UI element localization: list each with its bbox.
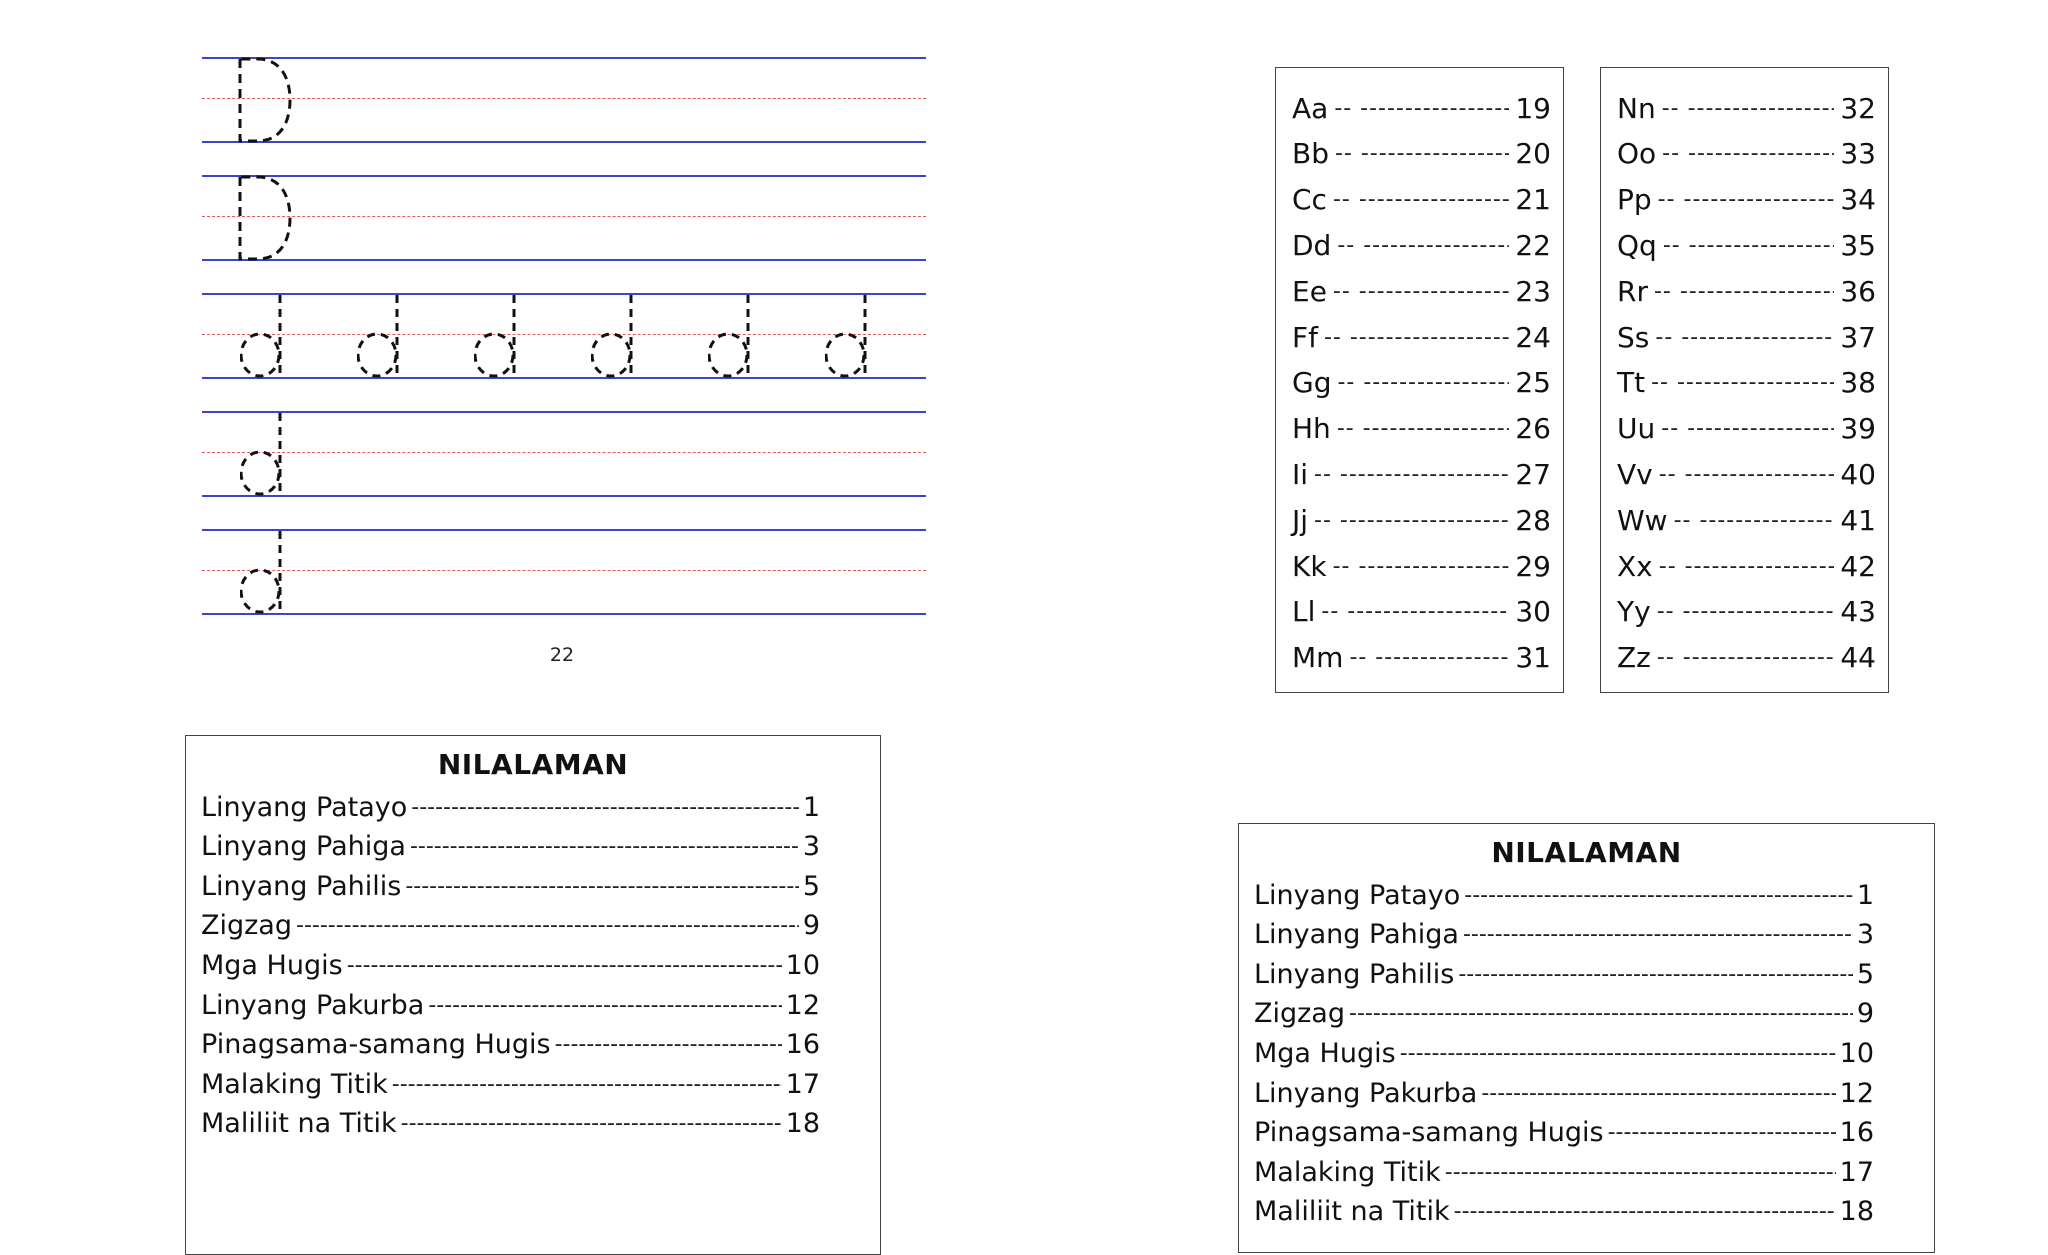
guide-line bbox=[202, 141, 926, 143]
dot-leader bbox=[1314, 508, 1509, 533]
index-page-number: 44 bbox=[1840, 641, 1876, 675]
index-entry bbox=[1292, 500, 1551, 540]
dot-leader bbox=[1333, 187, 1509, 212]
index-page-number: 31 bbox=[1515, 641, 1551, 675]
index-page-number: 23 bbox=[1515, 274, 1551, 308]
toc-entry bbox=[201, 828, 820, 866]
index-entry bbox=[1292, 317, 1551, 357]
dot-leader bbox=[1662, 96, 1835, 121]
dot-leader bbox=[1333, 554, 1510, 579]
index-letter: Qq bbox=[1617, 228, 1657, 262]
toc-entry-label: Linyang Patayo bbox=[1254, 879, 1461, 911]
dot-leader bbox=[1655, 325, 1834, 350]
dot-leader bbox=[1337, 416, 1510, 441]
dot-leader bbox=[1454, 1199, 1836, 1224]
dashed-midline bbox=[202, 216, 926, 217]
index-letter: Tt bbox=[1617, 366, 1646, 400]
dot-leader bbox=[1608, 1120, 1836, 1145]
toc-entry-label: Pinagsama-samang Hugis bbox=[201, 1029, 551, 1061]
toc-page-number: 16 bbox=[1839, 1117, 1874, 1149]
guide-line bbox=[202, 57, 926, 59]
toc-entry bbox=[1254, 1034, 1874, 1072]
dot-leader bbox=[1674, 508, 1835, 533]
index-page-number: 41 bbox=[1840, 503, 1876, 537]
traceable-lowercase-letter bbox=[825, 293, 885, 379]
toc-entry bbox=[1254, 1153, 1874, 1191]
index-page-number: 33 bbox=[1840, 137, 1876, 171]
toc-entry-label: Maliliit na Titik bbox=[1254, 1196, 1450, 1228]
toc-page-number: 1 bbox=[1856, 879, 1874, 911]
toc-entry bbox=[1254, 955, 1874, 993]
dot-leader bbox=[1321, 599, 1509, 624]
toc-page-number: 5 bbox=[1856, 958, 1874, 990]
alphabet-index-right bbox=[1600, 67, 1889, 693]
alphabet-index-left bbox=[1275, 67, 1564, 693]
toc-entry bbox=[201, 946, 820, 984]
guide-line bbox=[202, 175, 926, 177]
index-letter: Mm bbox=[1292, 641, 1344, 675]
index-letter: Jj bbox=[1292, 503, 1309, 537]
toc-entry bbox=[1254, 916, 1874, 954]
index-entry bbox=[1617, 592, 1876, 632]
index-letter: Oo bbox=[1617, 137, 1657, 171]
toc-page-number: 17 bbox=[1839, 1156, 1874, 1188]
index-entry bbox=[1617, 454, 1876, 494]
dot-leader bbox=[1314, 462, 1509, 487]
toc-entry bbox=[201, 1065, 820, 1103]
toc-entry-label: Linyang Pahilis bbox=[1254, 958, 1455, 990]
index-page-number: 20 bbox=[1515, 137, 1551, 171]
toc-title: NILALAMAN bbox=[1491, 836, 1682, 869]
toc-page-number: 3 bbox=[1856, 919, 1874, 951]
toc-page-number: 9 bbox=[802, 910, 820, 942]
trace-letter bbox=[357, 293, 417, 383]
toc-page-number: 12 bbox=[785, 989, 820, 1021]
dot-leader bbox=[1657, 599, 1835, 624]
toc-entry bbox=[201, 867, 820, 905]
writing-guide-row bbox=[202, 529, 926, 615]
index-letter: Aa bbox=[1292, 91, 1329, 125]
dot-leader bbox=[1458, 962, 1853, 987]
index-page-number: 25 bbox=[1515, 366, 1551, 400]
index-letter: Zz bbox=[1617, 641, 1651, 675]
dot-leader bbox=[1463, 922, 1853, 947]
trace-letter bbox=[238, 57, 308, 147]
index-entry bbox=[1617, 500, 1876, 540]
dot-leader bbox=[296, 913, 799, 938]
toc-entry bbox=[201, 1026, 820, 1064]
dashed-midline bbox=[202, 452, 926, 453]
toc-page-number: 16 bbox=[785, 1029, 820, 1061]
index-page-number: 35 bbox=[1840, 228, 1876, 262]
toc-entry bbox=[201, 907, 820, 945]
traceable-lowercase-letter bbox=[240, 293, 300, 379]
trace-letter bbox=[708, 293, 768, 383]
index-page-number: 37 bbox=[1840, 320, 1876, 354]
dot-leader bbox=[1333, 279, 1509, 304]
dot-leader bbox=[428, 993, 781, 1018]
toc-entry-label: Linyang Pahiga bbox=[201, 831, 406, 863]
dot-leader bbox=[1657, 645, 1834, 670]
toc-entry bbox=[1254, 876, 1874, 914]
index-page-number: 39 bbox=[1840, 412, 1876, 446]
index-entry bbox=[1617, 363, 1876, 403]
table-of-contents bbox=[1238, 823, 1935, 1253]
index-entry bbox=[1292, 546, 1551, 586]
guide-line bbox=[202, 293, 926, 295]
trace-letter bbox=[238, 175, 308, 265]
dot-leader bbox=[1659, 554, 1835, 579]
dot-leader bbox=[411, 795, 799, 820]
trace-letter bbox=[240, 411, 300, 501]
traceable-lowercase-letter bbox=[474, 293, 534, 379]
index-page-number: 43 bbox=[1840, 595, 1876, 629]
index-letter: Vv bbox=[1617, 457, 1653, 491]
traceable-uppercase-letter bbox=[238, 175, 308, 261]
toc-page-number: 9 bbox=[1856, 998, 1874, 1030]
index-entry bbox=[1617, 638, 1876, 678]
dot-leader bbox=[1662, 141, 1834, 166]
dot-leader bbox=[392, 1072, 782, 1097]
index-page-number: 24 bbox=[1515, 320, 1551, 354]
trace-letter bbox=[240, 529, 300, 619]
toc-entry-label: Linyang Pahilis bbox=[201, 870, 402, 902]
dot-leader bbox=[1324, 325, 1509, 350]
index-entry bbox=[1617, 134, 1876, 174]
toc-entry bbox=[1254, 1114, 1874, 1152]
dot-leader bbox=[1658, 187, 1835, 212]
index-entry bbox=[1617, 546, 1876, 586]
writing-guide-row bbox=[202, 175, 926, 261]
toc-page-number: 10 bbox=[1839, 1037, 1874, 1069]
dot-leader bbox=[1663, 233, 1835, 258]
toc-entry-label: Linyang Pahiga bbox=[1254, 919, 1459, 951]
toc-title: NILALAMAN bbox=[437, 748, 629, 781]
index-page-number: 27 bbox=[1515, 457, 1551, 491]
dot-leader bbox=[1337, 370, 1509, 395]
index-letter: Nn bbox=[1617, 91, 1656, 125]
dot-leader bbox=[347, 953, 782, 978]
toc-entry-label: Pinagsama-samang Hugis bbox=[1254, 1117, 1604, 1149]
index-page-number: 22 bbox=[1515, 228, 1551, 262]
index-page-number: 21 bbox=[1515, 183, 1551, 217]
toc-entry bbox=[201, 986, 820, 1024]
index-page-number: 34 bbox=[1840, 183, 1876, 217]
traceable-uppercase-letter bbox=[238, 57, 308, 143]
dot-leader bbox=[1400, 1041, 1836, 1066]
page-number: 22 bbox=[549, 644, 575, 666]
trace-letter bbox=[825, 293, 885, 383]
toc-entry-label: Mga Hugis bbox=[1254, 1037, 1396, 1069]
index-letter: Ss bbox=[1617, 320, 1650, 354]
index-page-number: 38 bbox=[1840, 366, 1876, 400]
toc-entry-label: Linyang Patayo bbox=[201, 791, 408, 823]
toc-entry-label: Zigzag bbox=[201, 910, 292, 942]
dashed-midline bbox=[202, 98, 926, 99]
toc-page-number: 1 bbox=[802, 791, 820, 823]
index-letter: Ww bbox=[1617, 503, 1668, 537]
traceable-lowercase-letter bbox=[240, 411, 300, 497]
index-page-number: 40 bbox=[1840, 457, 1876, 491]
guide-line bbox=[202, 613, 926, 615]
dot-leader bbox=[1661, 416, 1834, 441]
index-letter: Ll bbox=[1292, 595, 1316, 629]
traceable-lowercase-letter bbox=[357, 293, 417, 379]
index-letter: Ii bbox=[1292, 457, 1309, 491]
dot-leader bbox=[1659, 462, 1835, 487]
index-letter: Cc bbox=[1292, 183, 1327, 217]
toc-page-number: 5 bbox=[802, 870, 820, 902]
toc-entry-label: Mga Hugis bbox=[201, 949, 343, 981]
index-entry bbox=[1617, 409, 1876, 449]
toc-entry-label: Zigzag bbox=[1254, 998, 1345, 1030]
index-letter: Rr bbox=[1617, 274, 1648, 308]
toc-entry-label: Malaking Titik bbox=[201, 1068, 388, 1100]
dot-leader bbox=[410, 834, 799, 859]
dashed-midline bbox=[202, 334, 926, 335]
index-letter: Hh bbox=[1292, 412, 1331, 446]
dot-leader bbox=[1654, 279, 1834, 304]
toc-page-number: 10 bbox=[785, 949, 820, 981]
index-entry bbox=[1617, 225, 1876, 265]
traceable-lowercase-letter bbox=[240, 529, 300, 615]
index-page-number: 32 bbox=[1840, 91, 1876, 125]
index-page-number: 19 bbox=[1515, 91, 1551, 125]
toc-entry bbox=[201, 1105, 820, 1143]
dot-leader bbox=[1481, 1081, 1835, 1106]
toc-entry-label: Linyang Pakurba bbox=[201, 989, 425, 1021]
index-letter: Pp bbox=[1617, 183, 1652, 217]
index-letter: Yy bbox=[1617, 595, 1651, 629]
guide-line bbox=[202, 495, 926, 497]
tracing-practice-page bbox=[0, 0, 1000, 700]
toc-page-number: 3 bbox=[802, 831, 820, 863]
toc-entry bbox=[201, 788, 820, 826]
dot-leader bbox=[1349, 1001, 1853, 1026]
index-letter: Bb bbox=[1292, 137, 1329, 171]
index-entry bbox=[1617, 317, 1876, 357]
guide-line bbox=[202, 529, 926, 531]
dot-leader bbox=[1464, 883, 1853, 908]
trace-letter bbox=[591, 293, 651, 383]
index-entry bbox=[1292, 225, 1551, 265]
toc-entry-label: Maliliit na Titik bbox=[201, 1108, 397, 1140]
dot-leader bbox=[1337, 233, 1509, 258]
toc-entry bbox=[1254, 1074, 1874, 1112]
toc-entry bbox=[1254, 995, 1874, 1033]
index-page-number: 29 bbox=[1515, 549, 1551, 583]
toc-entry-label: Malaking Titik bbox=[1254, 1156, 1441, 1188]
dot-leader bbox=[1335, 141, 1509, 166]
dot-leader bbox=[1349, 645, 1509, 670]
index-letter: Ff bbox=[1292, 320, 1318, 354]
writing-guide-row bbox=[202, 57, 926, 143]
index-page-number: 26 bbox=[1515, 412, 1551, 446]
index-entry bbox=[1617, 180, 1876, 220]
index-entry bbox=[1292, 134, 1551, 174]
table-of-contents bbox=[185, 735, 881, 1255]
guide-line bbox=[202, 377, 926, 379]
index-entry bbox=[1292, 180, 1551, 220]
guide-line bbox=[202, 411, 926, 413]
guide-line bbox=[202, 259, 926, 261]
index-letter: Ee bbox=[1292, 274, 1327, 308]
index-entry bbox=[1292, 363, 1551, 403]
index-entry bbox=[1292, 592, 1551, 632]
dot-leader bbox=[1651, 370, 1834, 395]
index-letter: Gg bbox=[1292, 366, 1332, 400]
toc-page-number: 18 bbox=[785, 1108, 820, 1140]
index-letter: Uu bbox=[1617, 412, 1656, 446]
dot-leader bbox=[1445, 1160, 1836, 1185]
index-page-number: 28 bbox=[1515, 503, 1551, 537]
trace-letter bbox=[474, 293, 534, 383]
toc-page-number: 18 bbox=[1839, 1196, 1874, 1228]
index-letter: Kk bbox=[1292, 549, 1327, 583]
index-entry bbox=[1617, 271, 1876, 311]
index-page-number: 30 bbox=[1515, 595, 1551, 629]
toc-entry bbox=[1254, 1193, 1874, 1231]
toc-entry-label: Linyang Pakurba bbox=[1254, 1077, 1478, 1109]
dot-leader bbox=[1334, 96, 1509, 121]
index-page-number: 36 bbox=[1840, 274, 1876, 308]
dot-leader bbox=[405, 874, 799, 899]
toc-page-number: 12 bbox=[1839, 1077, 1874, 1109]
index-entry bbox=[1292, 271, 1551, 311]
writing-guide-row bbox=[202, 411, 926, 497]
trace-letter bbox=[240, 293, 300, 383]
dot-leader bbox=[401, 1111, 782, 1136]
index-letter: Xx bbox=[1617, 549, 1653, 583]
index-entry bbox=[1292, 638, 1551, 678]
dot-leader bbox=[555, 1032, 782, 1057]
index-entry bbox=[1292, 409, 1551, 449]
index-entry bbox=[1292, 454, 1551, 494]
traceable-lowercase-letter bbox=[708, 293, 768, 379]
traceable-lowercase-letter bbox=[591, 293, 651, 379]
dashed-midline bbox=[202, 570, 926, 571]
index-letter: Dd bbox=[1292, 228, 1332, 262]
toc-page-number: 17 bbox=[785, 1068, 820, 1100]
writing-guide-row bbox=[202, 293, 926, 379]
index-entry bbox=[1617, 88, 1876, 128]
index-entry bbox=[1292, 88, 1551, 128]
index-page-number: 42 bbox=[1840, 549, 1876, 583]
